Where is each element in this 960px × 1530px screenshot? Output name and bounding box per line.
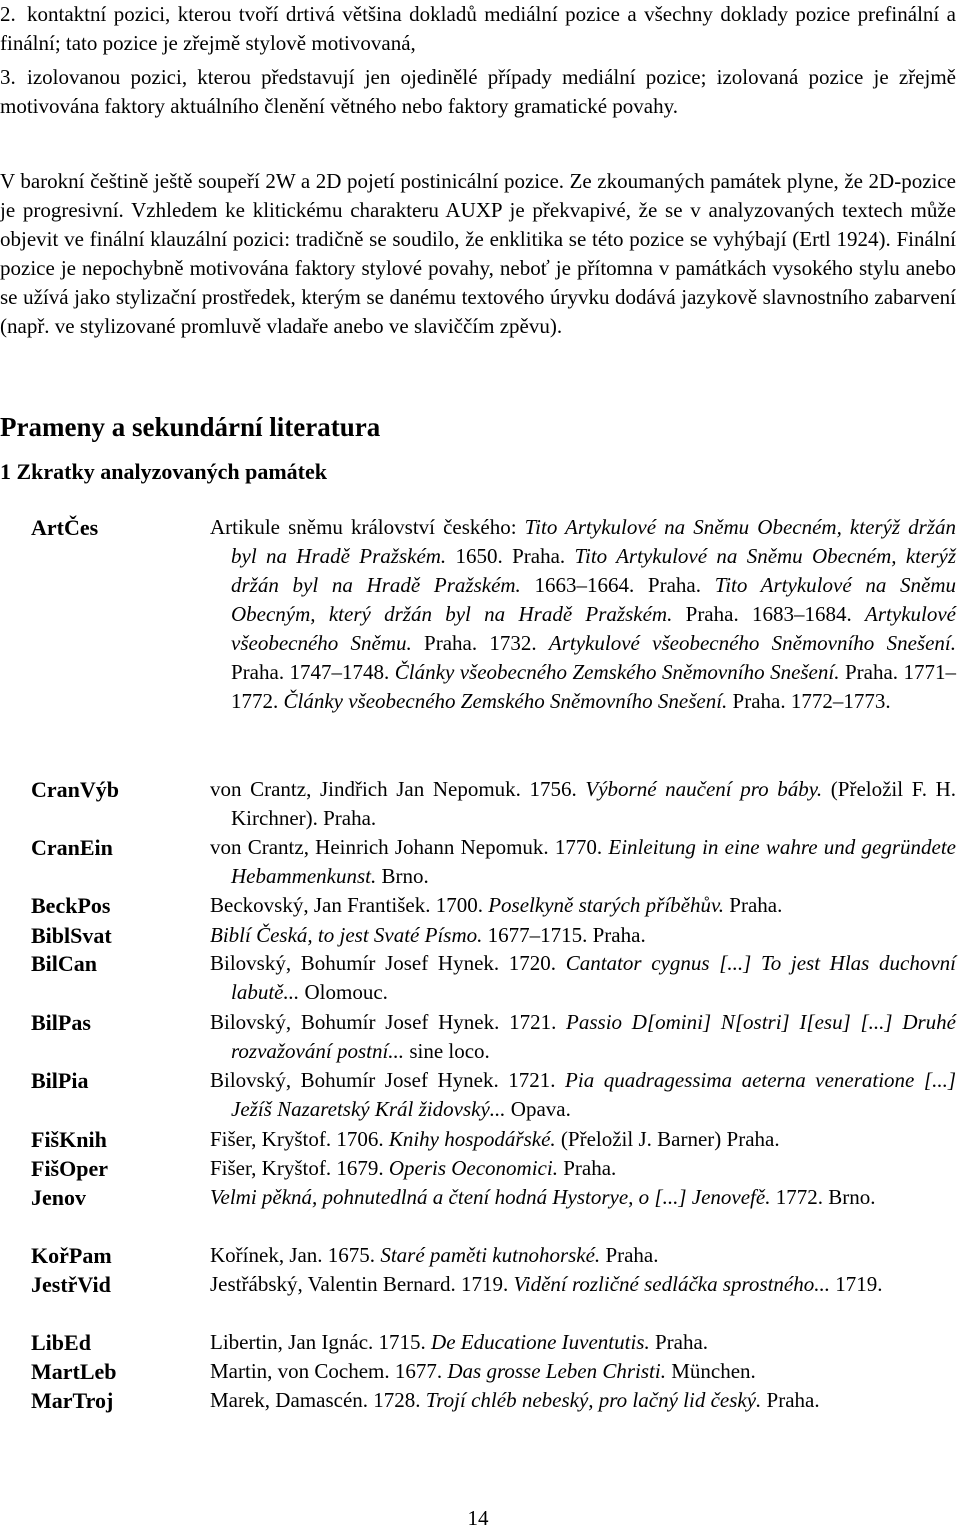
- source-text: Brno.: [376, 864, 429, 888]
- source-text: Praha.: [724, 893, 783, 917]
- source-text: Artikule sněmu království českého:: [210, 515, 525, 539]
- source-abbreviation: BilPia: [31, 1068, 89, 1093]
- source-title: Tito Artykulové na Sněmu Obecným, který držán byl na Hradě Pražském.: [231, 573, 956, 626]
- source-title: Velmi pěkná, pohnutedlná a čtení hodná Hystorye, o [...] Jenovefě.: [210, 1185, 771, 1209]
- source-abbreviation: ArtČes: [31, 515, 99, 540]
- source-abbreviation: KořPam: [31, 1243, 112, 1268]
- list-item: [0, 63, 956, 121]
- source-title: Cantator cygnus [...] To jest Hlas duchovní labutě...: [231, 951, 956, 1004]
- source-abbreviation: BeckPos: [31, 893, 111, 918]
- source-text: Praha. 1772–1773.: [727, 689, 891, 713]
- source-text: 1772. Brno.: [770, 1185, 876, 1209]
- source-text: Libertin, Jan Ignác. 1715.: [210, 1330, 432, 1354]
- source-description: [210, 891, 956, 920]
- source-text: (Přeložil J. Barner) Praha.: [555, 1127, 780, 1151]
- source-text: sine loco.: [404, 1039, 490, 1063]
- source-abbreviation: BiblSvat: [31, 923, 112, 948]
- source-abbreviation: BilCan: [31, 951, 98, 976]
- source-text: (Přeložil F. H. Kirchner). Praha.: [231, 777, 956, 830]
- source-text: Praha.: [557, 1156, 617, 1180]
- source-text: 1677–1715. Praha.: [482, 923, 646, 947]
- source-description: [210, 1066, 956, 1124]
- source-text: Olomouc.: [299, 980, 388, 1004]
- source-description: [210, 1357, 956, 1386]
- source-description: [210, 1386, 956, 1415]
- source-text: Kořínek, Jan. 1675.: [210, 1243, 381, 1267]
- source-title: Operis Oeconomici.: [388, 1156, 558, 1180]
- source-title: Staré paměti kutnohorské.: [380, 1243, 601, 1267]
- source-text: Praha. 1683–1684.: [672, 602, 866, 626]
- page-number: 14: [467, 1506, 489, 1530]
- source-text: Martin, von Cochem. 1677.: [210, 1359, 448, 1383]
- source-description: [210, 1154, 956, 1183]
- source-abbreviation: MarTroj: [31, 1388, 114, 1413]
- source-title: Tito Artykulové na Sněmu Obecném, kterýž držán byl na Hradě Pražském.: [231, 515, 956, 568]
- source-title: Pia quadragessima aeterna veneratione [...] Ježíš Nazaretský Král židovský...: [231, 1068, 956, 1121]
- source-text: Bilovský, Bohumír Josef Hynek. 1721.: [210, 1068, 566, 1092]
- source-text: 1650. Praha.: [446, 544, 575, 568]
- source-description: [210, 921, 956, 950]
- source-text: Praha. 1732.: [411, 631, 549, 655]
- list-item: [0, 0, 956, 58]
- list-item-text: izolovanou pozici, kterou představují jen ojedinělé případy mediální pozice; izolovaná pozice je zřejmě motivována faktory aktuálního členění větného nebo faktory gramatické povahy.: [0, 65, 956, 118]
- body-paragraph: V barokní češtině ještě soupeří 2W a 2D pojetí postinicální pozice. Ze zkoumaných památek plyne, že 2D-pozice je progresivní. Vzhledem ke klitickému charakteru AUXP je překvapivé, že se v analyzovaných textech může objevit ve finální klauzální pozici: tradičně se soudilo, že enklitika se této pozice se vyhýbají (Ertl 1924). Finální pozice je nepochybně motivována faktory stylové povahy, neboť je přítomna v památkách vysokého stylu anebo se užívá jako stylizační prostředek, kterým se danému textového úryvku dodává jazykově slavnostního zabarvení (např. ve stylizované promluvě vladaře anebo ve slaviččím zpěvu).: [0, 169, 956, 338]
- source-title: Výborné naučení pro báby.: [585, 777, 823, 801]
- source-title: Artykulové všeobecného Sněmu.: [231, 602, 956, 655]
- source-description: [210, 513, 956, 716]
- source-text: München.: [665, 1359, 756, 1383]
- source-text: 1663–1664. Praha.: [520, 573, 715, 597]
- source-title: Einleitung in eine wahre und gegründete Hebammenkunst.: [231, 835, 956, 888]
- source-abbreviation: LibEd: [31, 1330, 91, 1355]
- source-text: von Crantz, Jindřich Jan Nepomuk. 1756.: [210, 777, 586, 801]
- list-item-number: 3.: [0, 65, 16, 89]
- source-text: von Crantz, Heinrich Johann Nepomuk. 1770.: [210, 835, 609, 859]
- source-title: Články všeobecného Zemského Sněmovního Snešení.: [283, 689, 728, 713]
- source-title: Poselkyně starých příběhův.: [488, 893, 725, 917]
- source-title: Trojí chléb nebeský, pro lačný lid český.: [425, 1388, 762, 1412]
- source-title: Passio D[omini] N[ostri] I[esu] [...] Druhé rozvažování postní...: [231, 1010, 956, 1063]
- source-text: Praha. 1771–1772.: [231, 660, 956, 713]
- source-abbreviation: CranEin: [31, 835, 113, 860]
- source-text: Jestřábský, Valentin Bernard. 1719.: [210, 1272, 514, 1296]
- source-text: Beckovský, Jan František. 1700.: [210, 893, 489, 917]
- source-abbreviation: BilPas: [31, 1010, 91, 1035]
- source-text: Fišer, Kryštof. 1706.: [210, 1127, 389, 1151]
- source-title: Články všeobecného Zemského Sněmovního Snešení.: [394, 660, 840, 684]
- source-text: Marek, Damascén. 1728.: [210, 1388, 426, 1412]
- source-title: Tito Artykulové na Sněmu Obecném, kterýž držán byl na Hradě Pražském.: [231, 544, 957, 597]
- source-text: Praha.: [649, 1330, 709, 1354]
- source-title: Knihy hospodářské.: [388, 1127, 556, 1151]
- source-title: Vidění rozličné sedláčka sprostného...: [513, 1272, 830, 1296]
- source-abbreviation: Jenov: [31, 1185, 86, 1210]
- source-abbreviation: FišKnih: [31, 1127, 107, 1152]
- source-abbreviation: MartLeb: [31, 1359, 117, 1384]
- source-title: Artykulové všeobecného Sněmovního Snešení.: [548, 631, 956, 655]
- list-item-text: kontaktní pozici, kterou tvoří drtivá většina dokladů mediální pozice a všechny doklady pozice prefinální a finální; tato pozice je zřejmě stylově motivovaná,: [0, 2, 956, 55]
- list-item-number: 2.: [0, 2, 16, 26]
- source-description: [210, 1125, 956, 1154]
- source-description: [210, 949, 956, 1007]
- source-description: [210, 775, 956, 833]
- source-title: Das grosse Leben Christi.: [447, 1359, 666, 1383]
- subsection-heading: 1 Zkratky analyzovaných památek: [0, 459, 327, 484]
- source-text: Fišer, Kryštof. 1679.: [210, 1156, 389, 1180]
- source-text: Opava.: [505, 1097, 571, 1121]
- section-heading: Prameny a sekundární literatura: [0, 412, 381, 442]
- source-text: Praha.: [600, 1243, 659, 1267]
- source-description: [210, 1008, 956, 1066]
- source-abbreviation: FišOper: [31, 1156, 108, 1181]
- source-text: Bilovský, Bohumír Josef Hynek. 1721.: [210, 1010, 567, 1034]
- source-description: [210, 1241, 956, 1270]
- source-text: Praha. 1747–1748.: [231, 660, 395, 684]
- source-description: [210, 1328, 956, 1357]
- source-title: De Educatione Iuventutis.: [431, 1330, 650, 1354]
- source-description: [210, 1183, 956, 1212]
- source-text: Praha.: [761, 1388, 820, 1412]
- source-abbreviation: JestřVid: [31, 1272, 111, 1297]
- source-title: Biblí Česká, to jest Svaté Písmo.: [210, 923, 483, 947]
- source-text: 1719.: [829, 1272, 883, 1296]
- source-description: [210, 833, 956, 891]
- source-description: [210, 1270, 956, 1299]
- source-abbreviation: CranVýb: [31, 777, 120, 802]
- source-text: Bilovský, Bohumír Josef Hynek. 1720.: [210, 951, 566, 975]
